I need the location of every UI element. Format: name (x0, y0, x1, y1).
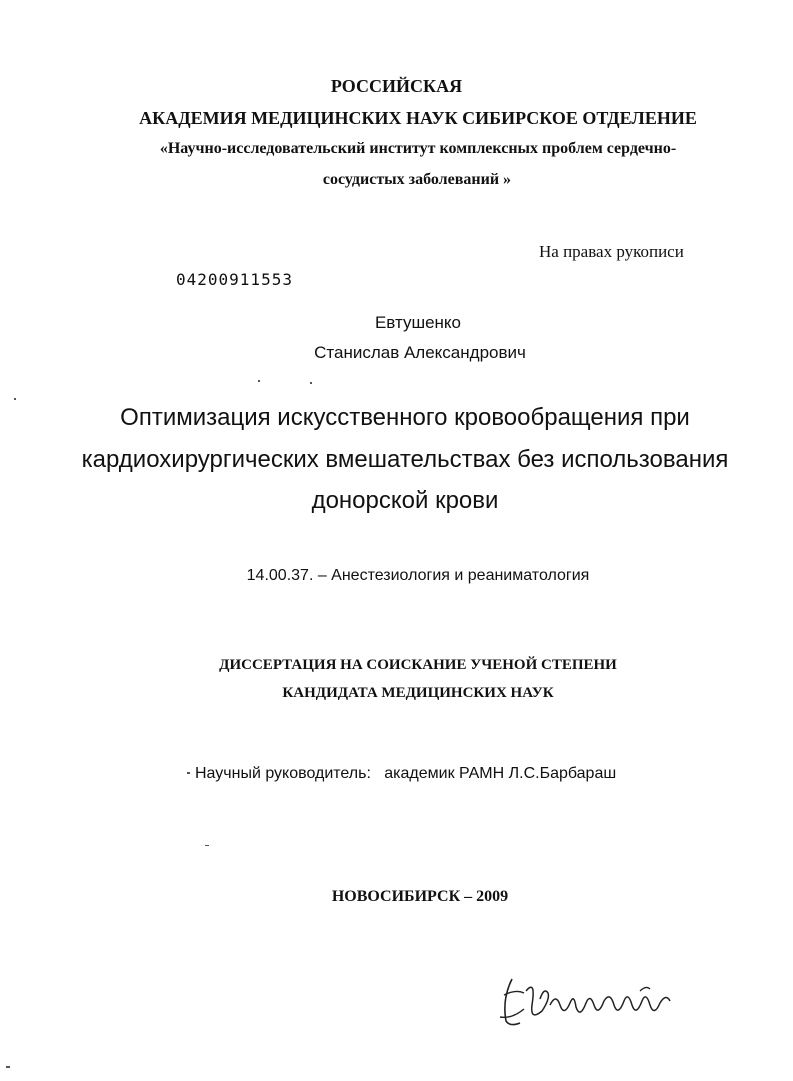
scan-speck (187, 772, 190, 774)
title-line-1: Оптимизация искусственного кровообращения при (120, 404, 690, 431)
scan-speck (258, 380, 260, 382)
city-year: НОВОСИБИРСК – 2009 (331, 888, 509, 905)
title-line-2: кардиохирургических вмешательствах без использования (81, 446, 729, 473)
author-names: Станислав Александрович (314, 343, 526, 362)
scan-speck (310, 382, 312, 384)
supervisor-value: академик РАМН Л.С.Барбараш (384, 765, 617, 782)
dissertation-line-1: ДИССЕРТАЦИЯ НА СОИСКАНИЕ УЧЕНОЙ СТЕПЕНИ (219, 657, 617, 673)
scan-speck (14, 398, 16, 400)
author-surname: Евтушенко (374, 313, 462, 332)
specialty: 14.00.37. – Анестезиология и реаниматология (246, 567, 590, 584)
signature (490, 965, 690, 1035)
scan-speck (6, 1066, 10, 1068)
dissertation-line-2: КАНДИДАТА МЕДИЦИНСКИХ НАУК (282, 685, 554, 701)
title-line-3: донорской крови (311, 487, 499, 514)
header-line-1: РОССИЙСКАЯ (330, 76, 463, 96)
catalog-code: 04200911553 (176, 270, 293, 289)
header-line-3: «Научно-исследовательский институт комплексных проблем сердечно- (159, 140, 677, 157)
supervisor-label: Научный руководитель: (195, 765, 371, 782)
rights-note: На правах рукописи (539, 242, 684, 261)
header-line-4: сосудистых заболеваний » (322, 171, 512, 188)
header-line-2: АКАДЕМИЯ МЕДИЦИНСКИХ НАУК СИБИРСКОЕ ОТДЕЛЕНИЕ (139, 108, 697, 128)
scan-speck (205, 845, 209, 846)
supervisor (195, 765, 616, 783)
